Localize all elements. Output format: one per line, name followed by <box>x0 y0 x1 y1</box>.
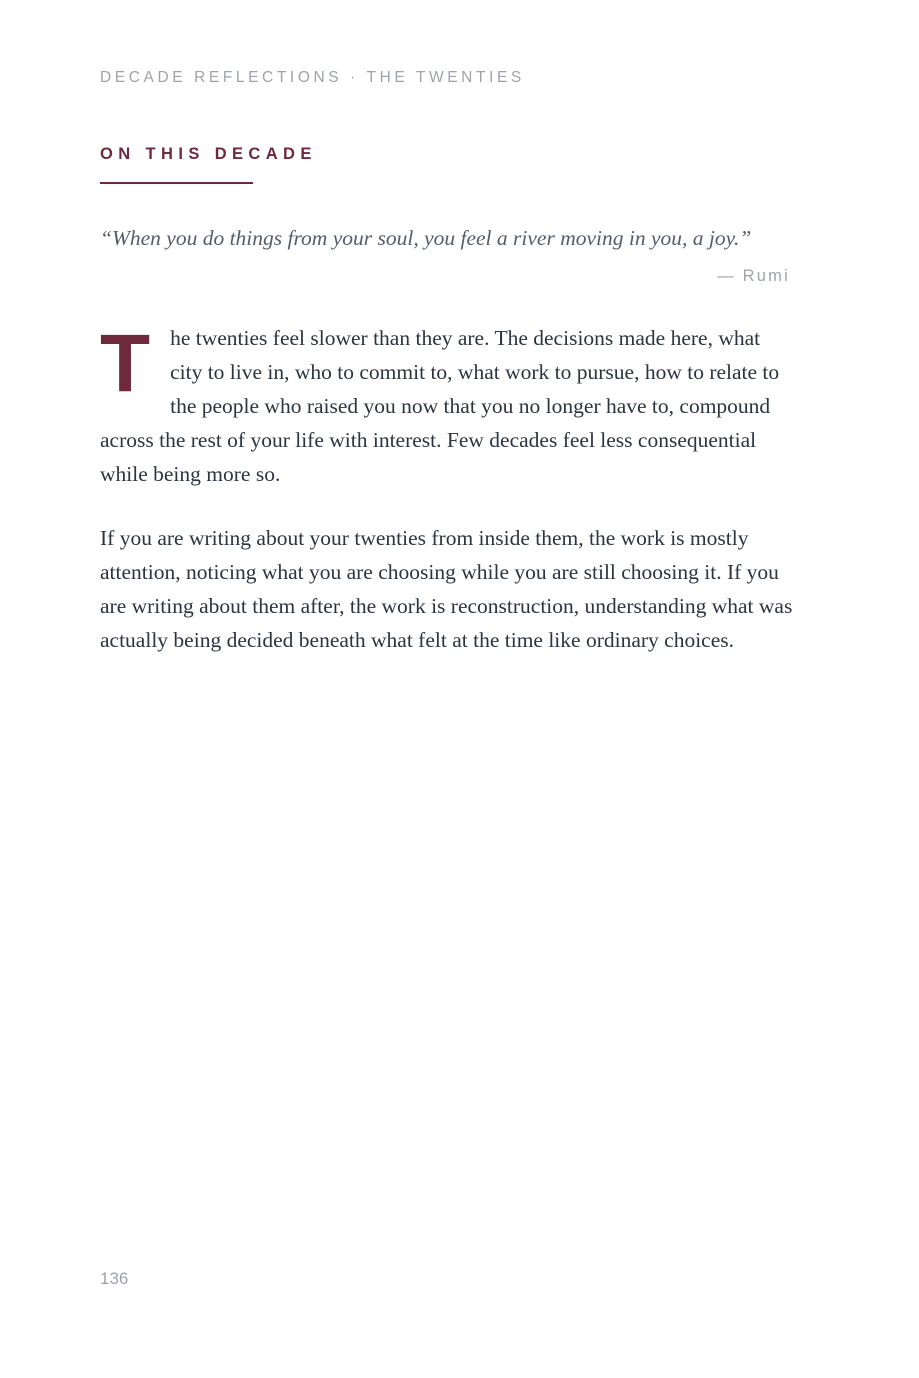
paragraph-2: If you are writing about your twenties from inside them, the work is mostly attention, noticing what you are choosing while you are still choosing it. If you are writing about them after, the work is reconstruction, understanding what was actually being decided beneath what felt at the time like ordinary choices. <box>100 526 793 652</box>
page-number: 136 <box>100 1269 129 1288</box>
epigraph-attribution: — Rumi <box>717 267 790 285</box>
paragraph-1-text: he twenties feel slower than they are. The decisions made here, what city to live in, who to commit to, what work to pursue, how to relate to the people who raised you now that you no longer have to, compound across the rest of your life with interest. Few decades feel less consequential while being more so. <box>100 326 780 486</box>
paragraph-1 <box>100 318 795 491</box>
running-head: DECADE REFLECTIONS · THE TWENTIES <box>100 69 525 86</box>
section-title: ON THIS DECADE <box>100 145 317 163</box>
section-divider <box>100 182 253 184</box>
drop-cap: T <box>100 318 151 409</box>
body-text <box>100 318 795 687</box>
epigraph-quote: “When you do things from your soul, you feel a river moving in you, a joy.” <box>100 226 752 250</box>
